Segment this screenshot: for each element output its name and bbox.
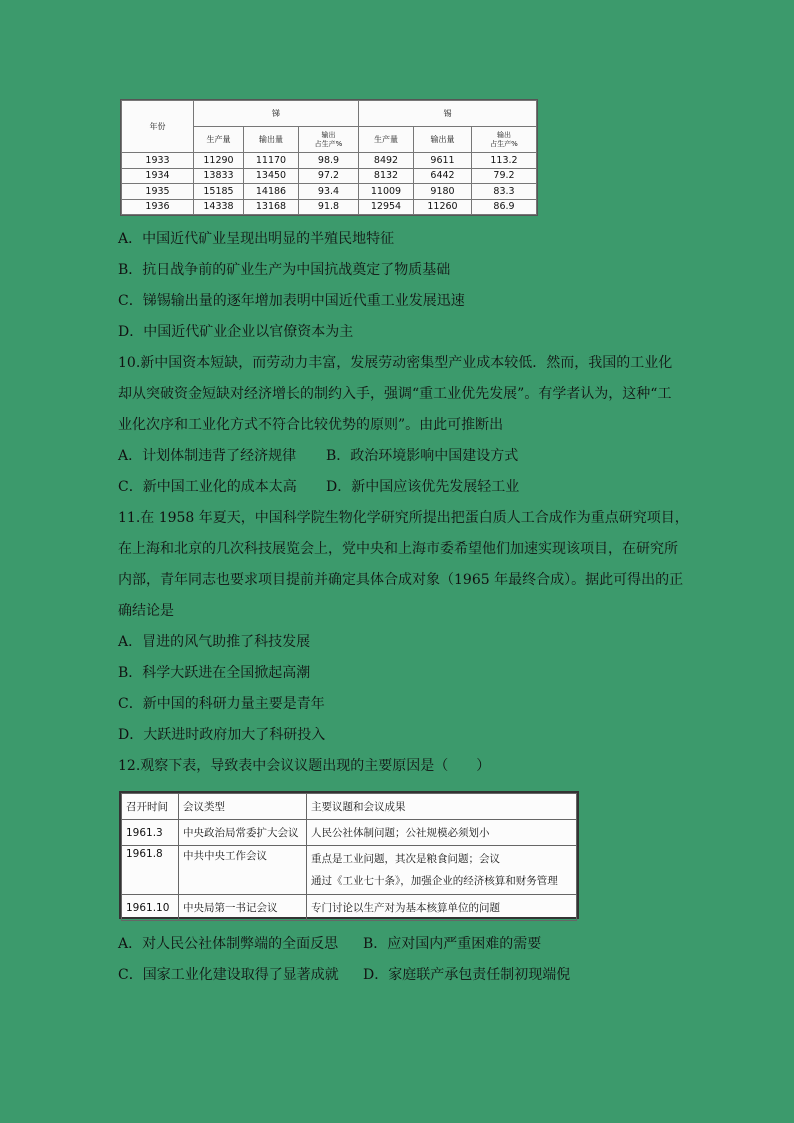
q9-option-d: D．中国近代矿业企业以官僚资本为主 [118, 324, 354, 340]
table-cell: 中共中央工作会议 [179, 846, 307, 895]
q11-option-a: A．冒进的风气助推了科技发展 [118, 634, 311, 650]
table-cell: 15185 [194, 184, 244, 200]
table-cell: 中央政治局常委扩大会议 [179, 820, 307, 846]
table-cell: 1933 [122, 153, 194, 169]
table-cell: 11260 [414, 199, 472, 215]
table-subheader: 生产量 [194, 127, 244, 153]
q10-options-row-1 [118, 446, 519, 466]
table-row [122, 820, 577, 846]
table-cell: 11170 [244, 153, 299, 169]
table-subheader: 输出量 [414, 127, 472, 153]
table-header-year: 年份 [122, 101, 194, 153]
table-cell: 79.2 [472, 168, 537, 184]
table-cell: 97.2 [299, 168, 359, 184]
table-subheader: 输出量 [244, 127, 299, 153]
q12-option-c: C．国家工业化建设取得了显著成就 [118, 967, 339, 983]
q10-option-d: D．新中国应该优先发展轻工业 [326, 479, 520, 495]
table-cell: 8492 [359, 153, 414, 169]
q11-option-c: C．新中国的科研力量主要是青年 [118, 696, 325, 712]
q10-stem-line: 业化次序和工业化方式不符合比较优势的原则”。由此可推断出 [118, 417, 504, 433]
q12-options-row-1 [118, 934, 542, 954]
q12-stem: 12.观察下表，导致表中会议议题出现的主要原因是（ ） [118, 758, 491, 774]
q11-stem-line: 在上海和北京的几次科技展览会上，党中央和上海市委希望他们加速实现该项目，在研究所 [118, 541, 678, 557]
q11-option-b: B．科学大跃进在全国掀起高潮 [118, 665, 311, 681]
table-cell: 86.9 [472, 199, 537, 215]
table-cell: 11009 [359, 184, 414, 200]
table-cell: 9180 [414, 184, 472, 200]
table-cell: 13450 [244, 168, 299, 184]
table-row [122, 168, 537, 184]
table-cell: 1961.3 [122, 820, 179, 846]
table-subheader: 输出 占生产% [472, 127, 537, 153]
table-cell: 14186 [244, 184, 299, 200]
q10-option-c: C．新中国工业化的成本太高 [118, 479, 297, 495]
table-cell: 1935 [122, 184, 194, 200]
table-cell: 9611 [414, 153, 472, 169]
meeting-table [119, 791, 579, 919]
table-cell: 中央局第一书记会议 [179, 895, 307, 921]
table-cell: 14338 [194, 199, 244, 215]
q12-option-b: B．应对国内严重困难的需要 [363, 936, 542, 952]
table-cell: 专门讨论以生产对为基本核算单位的问题 [307, 895, 577, 921]
table-header-tin: 锡 [359, 101, 537, 127]
q9-option-a: A．中国近代矿业呈现出明显的半殖民地特征 [118, 231, 395, 247]
table-subheader: 输出 占生产% [299, 127, 359, 153]
q10-option-b: B．政治环境影响中国建设方式 [326, 448, 519, 464]
q12-option-d: D．家庭联产承包责任制初现端倪 [363, 967, 571, 983]
table-cell: 11290 [194, 153, 244, 169]
table-cell: 13833 [194, 168, 244, 184]
q11-stem-line: 11.在 1958 年夏天，中国科学院生物化学研究所提出把蛋白质人工合成作为重点研究项目， [118, 510, 689, 526]
q10-option-a: A．计划体制违背了经济规律 [118, 448, 297, 464]
table-cell: 93.4 [299, 184, 359, 200]
table-header-antimony: 锑 [194, 101, 359, 127]
table-header-time: 召开时间 [122, 794, 179, 820]
table-cell: 98.9 [299, 153, 359, 169]
table-row [122, 153, 537, 169]
table-header-type: 会议类型 [179, 794, 307, 820]
table-cell [307, 846, 577, 895]
mining-output-table [120, 99, 538, 216]
q9-option-b: B．抗日战争前的矿业生产为中国抗战奠定了物质基础 [118, 262, 451, 278]
table-cell-line: 通过《工业七十条》，加强企业的经济核算和财务管理 [311, 875, 558, 887]
q11-stem-line: 确结论是 [118, 603, 174, 619]
q10-stem-line: 10.新中国资本短缺，而劳动力丰富，发展劳动密集型产业成本较低．然而，我国的工业化 [118, 355, 673, 371]
table-cell: 13168 [244, 199, 299, 215]
table-cell: 83.3 [472, 184, 537, 200]
table-subheader: 生产量 [359, 127, 414, 153]
table-cell: 1936 [122, 199, 194, 215]
table-cell: 91.8 [299, 199, 359, 215]
table-cell-line: 重点是工业问题，其次是粮食问题；会议 [311, 853, 500, 865]
table-row [122, 184, 537, 200]
table-row [122, 895, 577, 921]
table-cell: 8132 [359, 168, 414, 184]
q10-options-row-2 [118, 477, 520, 497]
q11-stem-line: 内部，青年同志也要求项目提前并确定具体合成对象（1965 年最终合成）。据此可得出的正 [118, 572, 684, 588]
table-cell: 113.2 [472, 153, 537, 169]
table-cell: 6442 [414, 168, 472, 184]
table-cell: 1961.10 [122, 895, 179, 921]
table-row [122, 199, 537, 215]
q12-options-row-2 [118, 965, 571, 985]
table-cell: 12954 [359, 199, 414, 215]
table-cell: 1961.8 [122, 846, 179, 895]
table-cell: 人民公社体制问题；公社规模必须划小 [307, 820, 577, 846]
q9-option-c: C．锑锡输出量的逐年增加表明中国近代重工业发展迅速 [118, 293, 465, 309]
q10-stem-line: 却从突破资金短缺对经济增长的制约入手，强调“重工业优先发展”。有学者认为，这种“工 [118, 386, 672, 402]
table-header-topics: 主要议题和会议成果 [307, 794, 577, 820]
table-cell: 1934 [122, 168, 194, 184]
q12-option-a: A．对人民公社体制弊端的全面反思 [118, 936, 339, 952]
table-row [122, 846, 577, 895]
q11-option-d: D．大跃进时政府加大了科研投入 [118, 727, 326, 743]
